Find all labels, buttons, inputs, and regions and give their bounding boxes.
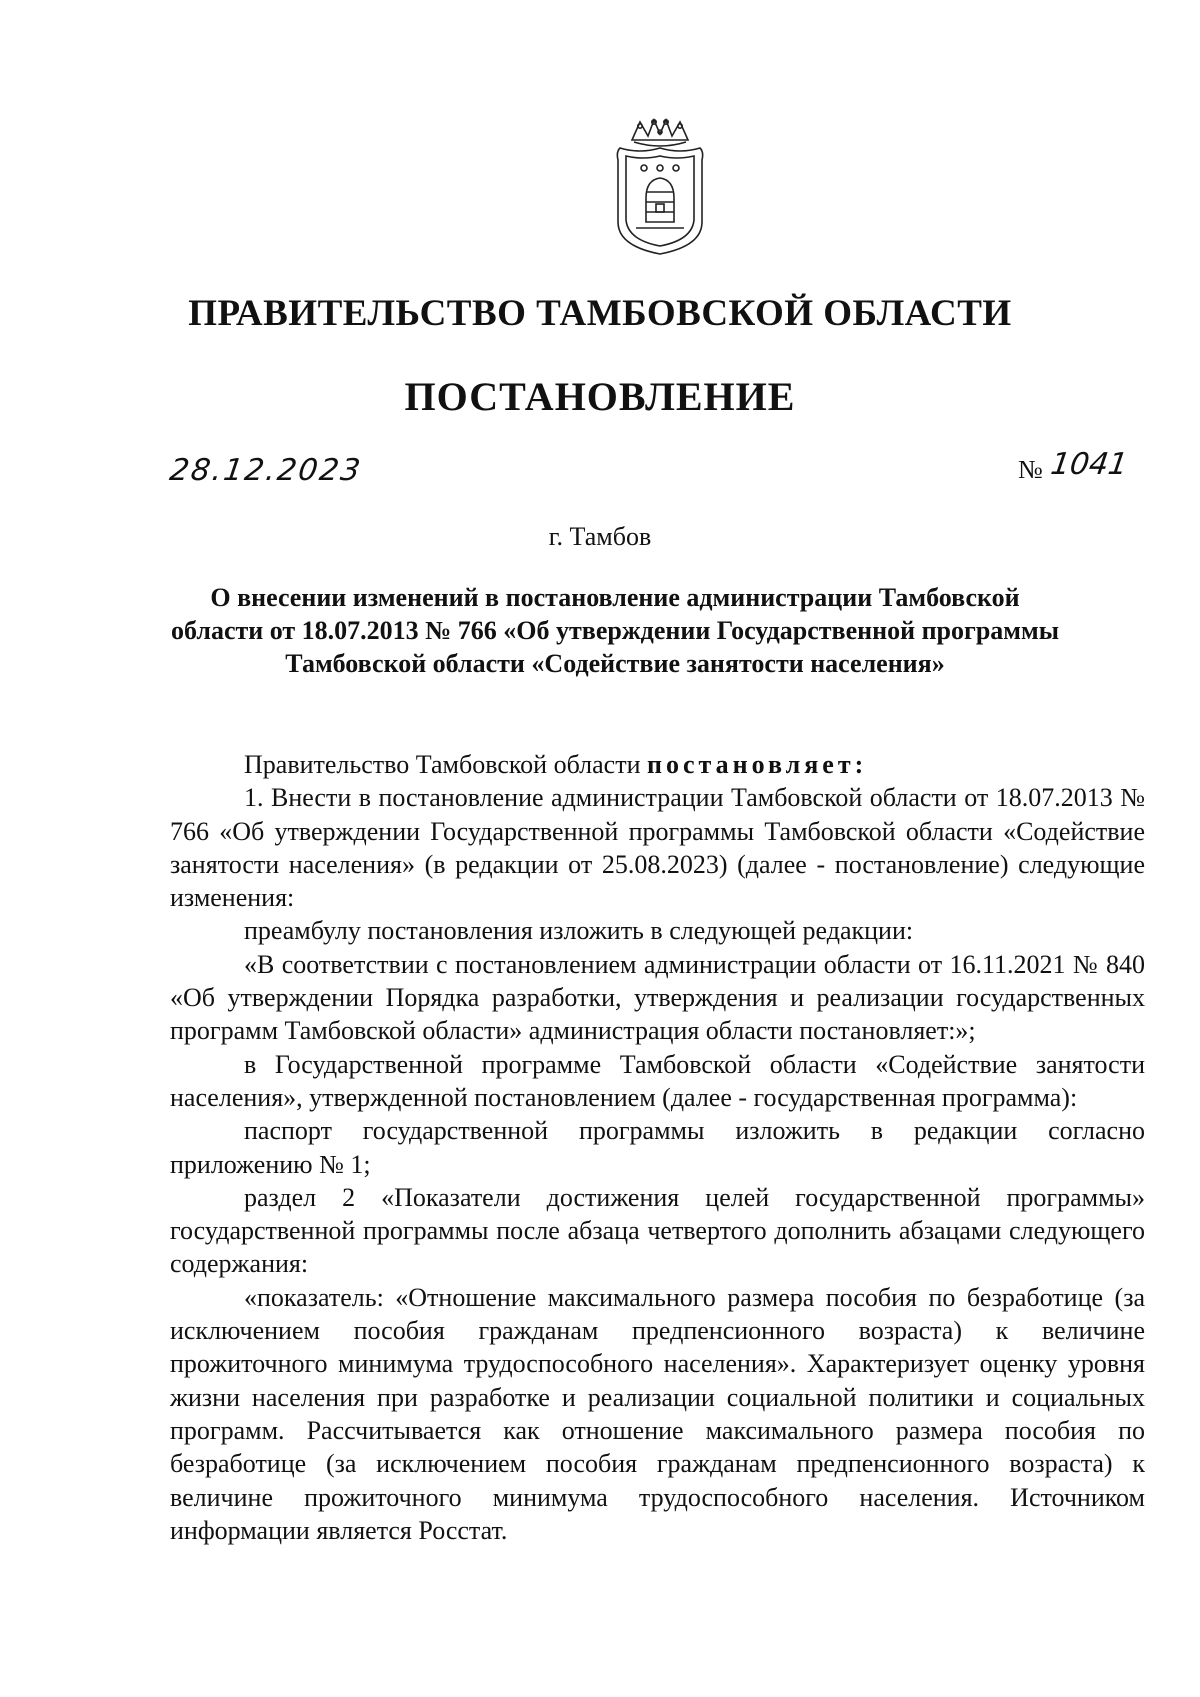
document-number: 1041 [1048,447,1130,482]
body-paragraph-1: 1. Внести в постановление администрации Тамбовской области от 18.07.2013 № 766 «Об утверждении Государственной программы Тамбовской области «Содействие занятости населения» (в редакции от 25.08.2023) (далее - постановление) следующие изменения: [170,783,1145,913]
body-paragraph-2: преамбулу постановления изложить в следующей редакции: [244,916,914,946]
body-paragraph-7: «показатель: «Отношение максимального размера пособия по безработице (за исключением пособия гражданам предпенсионного возраста) к величине прожиточного минимума трудоспособного населения». Характеризует оценку уровня жизни населения при разработке и реализации социальной политики и социальных программ. Рассчитывается как отношение максимального размера пособия по безработице (за исключением пособия гражданам предпенсионного возраста) к величине прожиточного минимума трудоспособного населения. Источником информации является Росстат. [170,1282,1145,1545]
body-paragraph-4: в Государственной программе Тамбовской области «Содействие занятости населения», утвержденной постановлением (далее - государственная программа): [170,1049,1145,1112]
document-subject: О внесении изменений в постановление администрации Тамбовской области от 18.07.2013 № 766 «Об утверждении Государственной программы Тамбовской области «Содействие занятости населения» [171,583,1059,678]
body-paragraph-3: «В соответствии с постановлением администрации области от 16.11.2021 № 840 «Об утверждении Порядка разработки, утверждения и реализации государственных программ Тамбовской области» администрация области постановляет:»; [170,949,1145,1046]
preamble-lead: Правительство Тамбовской области [244,750,641,779]
city-line: г. Тамбов [548,522,652,551]
document-body [170,748,1145,1547]
document-type-title: ПОСТАНОВЛЕНИЕ [404,374,796,419]
body-paragraph-6: раздел 2 «Показатели достижения целей государственной программы» государственной программы после абзаца четвертого дополнить абзацами следующего содержания: [170,1182,1145,1279]
document-number-label: № [1018,455,1043,484]
document-date: 28.12.2023 [167,453,365,488]
preamble-verb: постановляет: [647,750,868,779]
organization-title: ПРАВИТЕЛЬСТВО ТАМБОВСКОЙ ОБЛАСТИ [188,293,1012,334]
tambov-coat-of-arms-icon [610,118,710,258]
decree-preamble [170,748,1145,781]
body-paragraph-5: паспорт государственной программы изложить в редакции согласно приложению № 1; [170,1116,1145,1179]
